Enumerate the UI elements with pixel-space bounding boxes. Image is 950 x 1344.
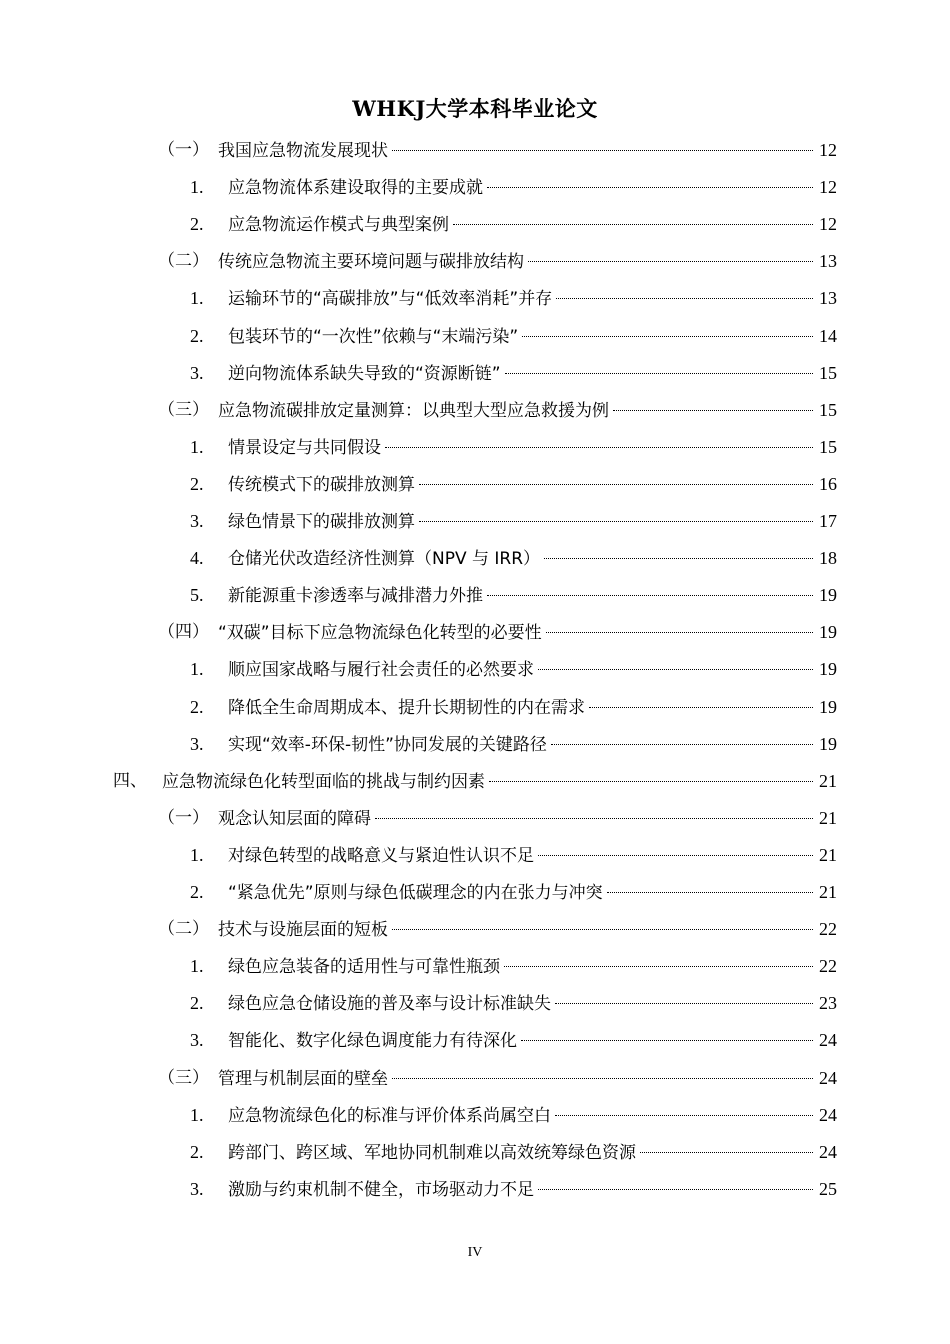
toc-entry-line [228,951,837,982]
toc-entry-number: 3. [190,733,204,754]
toc-entry-number: 3. [190,511,204,531]
toc-entry-line [228,580,837,611]
toc-entry-page: 15 [819,399,837,420]
toc-entry[interactable] [0,1063,950,1093]
toc-entry-title: 观念认知层面的障碍 [218,808,371,829]
toc-entry[interactable] [0,358,950,388]
toc-entry-page: 23 [819,993,837,1014]
toc-entry-page: 19 [819,622,837,643]
toc-entry-number: 2. [190,696,204,717]
toc-entry-line [228,692,837,723]
dot-leader [453,224,813,225]
toc-entry[interactable] [0,1174,950,1204]
dot-leader [489,781,813,782]
toc-entry-line [228,506,837,537]
toc-entry-number: 2. [190,473,204,494]
toc-entry[interactable] [0,432,950,462]
toc-entry-title: “双碳”目标下应急物流绿色化转型的必要性 [218,623,542,644]
toc-entry-title: 应急物流体系建设取得的主要成就 [228,178,483,199]
toc-entry-line [228,209,837,240]
dot-leader [546,632,813,633]
toc-entry-line [228,321,837,352]
toc-entry-line [228,988,837,1019]
toc-entry-line [228,172,837,203]
toc-entry[interactable] [0,729,950,759]
toc-entry-number: 1. [190,844,204,865]
dot-leader [504,966,813,967]
dot-leader [544,558,813,559]
toc-entry[interactable] [0,914,950,944]
toc-entry-title: 应急物流绿色化转型面临的挑战与制约因素 [162,771,485,792]
dot-leader [419,521,813,522]
toc-entry[interactable] [0,617,950,647]
toc-entry-page: 21 [819,882,837,902]
toc-entry-line [228,543,837,574]
toc-entry-line [228,358,837,389]
toc-entry[interactable] [0,1100,950,1130]
toc-entry-page: 12 [819,177,837,198]
toc-entry-title: 绿色应急装备的适用性与可靠性瓶颈 [228,957,500,978]
toc-entry-title: 跨部门、跨区域、军地协同机制难以高效统筹绿色资源 [228,1142,636,1163]
toc-entry-page: 22 [819,919,837,940]
toc-entry-number: 2. [190,993,204,1014]
toc-entry[interactable] [0,469,950,499]
toc-entry-title: “紧急优先”原则与绿色低碳理念的内在张力与冲突 [228,883,603,903]
toc-entry-title: 智能化、数字化绿色调度能力有待深化 [228,1031,517,1052]
dot-leader [385,447,813,448]
toc-entry-page: 16 [819,473,837,494]
toc-entry-line [228,283,837,314]
toc-entry-title: 管理与机制层面的壁垒 [218,1068,388,1089]
toc-entry-number: 2. [190,325,204,346]
toc-entry-page: 14 [819,325,837,346]
toc-entry-page: 25 [819,1178,837,1199]
toc-entry-page: 24 [819,1030,837,1051]
toc-entry-line [218,914,837,945]
toc-entry-number: 2. [190,1141,204,1162]
toc-entry[interactable] [0,283,950,313]
toc-entry-page: 24 [819,1104,837,1125]
toc-entry-number: 1. [190,436,204,457]
toc-entry-page: 13 [819,251,837,272]
toc-entry-line [228,840,837,871]
toc-entry[interactable] [0,321,950,351]
toc-entry-page: 15 [819,362,837,383]
toc-entry-page: 13 [819,288,837,309]
page-header: WHKJ大学本科毕业论文 [352,96,598,121]
dot-leader [640,1152,813,1153]
toc-entry-number: 1. [190,1104,204,1125]
toc-entry-title: 顺应国家战略与履行社会责任的必然要求 [228,660,534,681]
toc-entry-page: 19 [819,585,837,606]
toc-entry-number: 3. [190,1178,204,1199]
toc-entry-title: 应急物流运作模式与典型案例 [228,215,449,236]
toc-entry-line [228,729,837,760]
toc-entry-number: （一） [158,807,209,828]
toc-entry-number: （三） [158,399,209,420]
toc-entry-page: 21 [819,844,837,865]
toc-entry-page: 24 [819,1067,837,1088]
toc-entry-line [162,766,837,797]
toc-entry-line [218,395,837,426]
toc-entry-title: 应急物流碳排放定量测算：以典型大型应急救援为例 [218,400,609,421]
toc-entry-line [228,1174,837,1205]
dot-leader [528,261,813,262]
dot-leader [607,892,813,893]
toc-entry[interactable] [0,506,950,536]
toc-entry[interactable] [0,1025,950,1055]
toc-entry-page: 21 [819,807,837,828]
toc-entry-line [228,1100,837,1131]
dot-leader [392,929,813,930]
toc-entry-title: 仓储光伏改造经济性测算（NPV 与 IRR） [228,549,541,570]
dot-leader [419,484,813,485]
dot-leader [487,187,813,188]
dot-leader [375,818,813,819]
toc-entry-number: 2. [190,214,204,235]
toc-entry-line [218,803,837,834]
toc-entry-number: 1. [190,177,204,198]
dot-leader [551,744,813,745]
toc-entry[interactable] [0,766,950,796]
toc-entry-number: 1. [190,288,204,309]
toc-entry-page: 12 [819,140,837,160]
toc-entry-page: 18 [819,548,837,569]
toc-entry-title: 新能源重卡渗透率与减排潜力外推 [228,586,483,607]
dot-leader [487,595,813,596]
toc-entry-number: （一） [158,140,209,160]
toc-entry-number: 四、 [113,770,147,791]
toc-entry[interactable] [0,580,950,610]
toc-entry-number: 5. [190,585,204,606]
dot-leader [538,1189,813,1190]
toc-entry-line [228,654,837,685]
dot-leader [538,669,813,670]
toc-entry-title: 传统应急物流主要环境问题与碳排放结构 [218,252,524,273]
toc-entry[interactable] [0,877,950,907]
dot-leader [505,373,813,374]
toc-entry-number: （二） [158,919,209,940]
toc-entry[interactable] [0,135,950,165]
toc-entry-title: 情景设定与共同假设 [228,437,381,458]
toc-entry-number: 4. [190,548,204,569]
toc-entry[interactable] [0,840,950,870]
toc-entry-page: 22 [819,956,837,977]
toc-entry-number: （四） [158,622,209,643]
toc-entry-number: 1. [190,659,204,680]
toc-entry[interactable] [0,692,950,722]
toc-entry-page: 15 [819,436,837,457]
toc-entry-page: 12 [819,214,837,235]
toc-entry-page: 24 [819,1141,837,1162]
toc-entry-number: 3. [190,362,204,383]
toc-entry-title: 激励与约束机制不健全，市场驱动力不足 [228,1179,534,1200]
toc-entry-page: 21 [819,770,837,791]
toc-entry-line [218,617,837,648]
toc-entry-number: （三） [158,1067,209,1088]
toc-entry-title: 运输环节的“高碳排放”与“低效率消耗”并存 [228,289,553,310]
toc-entry-number: 2. [190,882,204,902]
toc-entry-line [218,135,837,166]
dot-leader [538,855,813,856]
toc-entry-title: 降低全生命周期成本、提升长期韧性的内在需求 [228,697,585,718]
toc-entry-number: 1. [190,956,204,977]
toc-entry-line [228,1025,837,1056]
toc-entry-title: 逆向物流体系缺失导致的“资源断链” [228,363,501,384]
toc-entry[interactable] [0,988,950,1018]
dot-leader [613,410,813,411]
page-number: IV [467,1245,483,1260]
toc-entry-line [218,1063,837,1094]
toc-entry-line [228,1137,837,1168]
toc-entry-page: 19 [819,659,837,680]
toc-entry-line [218,246,837,277]
toc-entry[interactable] [0,395,950,425]
toc-entry[interactable] [0,543,950,573]
toc-entry-title: 包装环节的“一次性”依赖与“末端污染” [228,326,519,347]
toc-entry[interactable] [0,172,950,202]
toc-entry[interactable] [0,654,950,684]
dot-leader [522,336,813,337]
dot-leader [521,1040,813,1041]
dot-leader [555,1115,813,1116]
toc-entry-title: 我国应急物流发展现状 [218,141,388,161]
dot-leader [555,1003,813,1004]
toc-entry-title: 绿色应急仓储设施的普及率与设计标准缺失 [228,994,551,1015]
toc-entry[interactable] [0,1137,950,1167]
toc-entry-title: 技术与设施层面的短板 [218,920,388,941]
toc-entry-title: 对绿色转型的战略意义与紧迫性认识不足 [228,845,534,866]
toc-entry-line [228,432,837,463]
dot-leader [589,707,813,708]
toc-entry-line [228,469,837,500]
toc-entry-number: 3. [190,1030,204,1051]
toc-entry[interactable] [0,951,950,981]
toc-entry-page: 19 [819,696,837,717]
toc-entry-number: （二） [158,251,209,272]
toc-entry[interactable] [0,209,950,239]
toc-entry-title: 绿色情景下的碳排放测算 [228,512,415,532]
toc-entry-line [228,877,837,908]
toc-entry-page: 17 [819,511,837,531]
toc-entry[interactable] [0,246,950,276]
dot-leader [556,298,813,299]
toc-entry-title: 实现“效率-环保-韧性”协同发展的关键路径 [228,734,547,755]
toc-entry-title: 传统模式下的碳排放测算 [228,474,415,495]
dot-leader [392,150,813,151]
toc-entry-page: 19 [819,733,837,754]
dot-leader [392,1078,813,1079]
toc-entry-title: 应急物流绿色化的标准与评价体系尚属空白 [228,1105,551,1126]
toc-entry[interactable] [0,803,950,833]
